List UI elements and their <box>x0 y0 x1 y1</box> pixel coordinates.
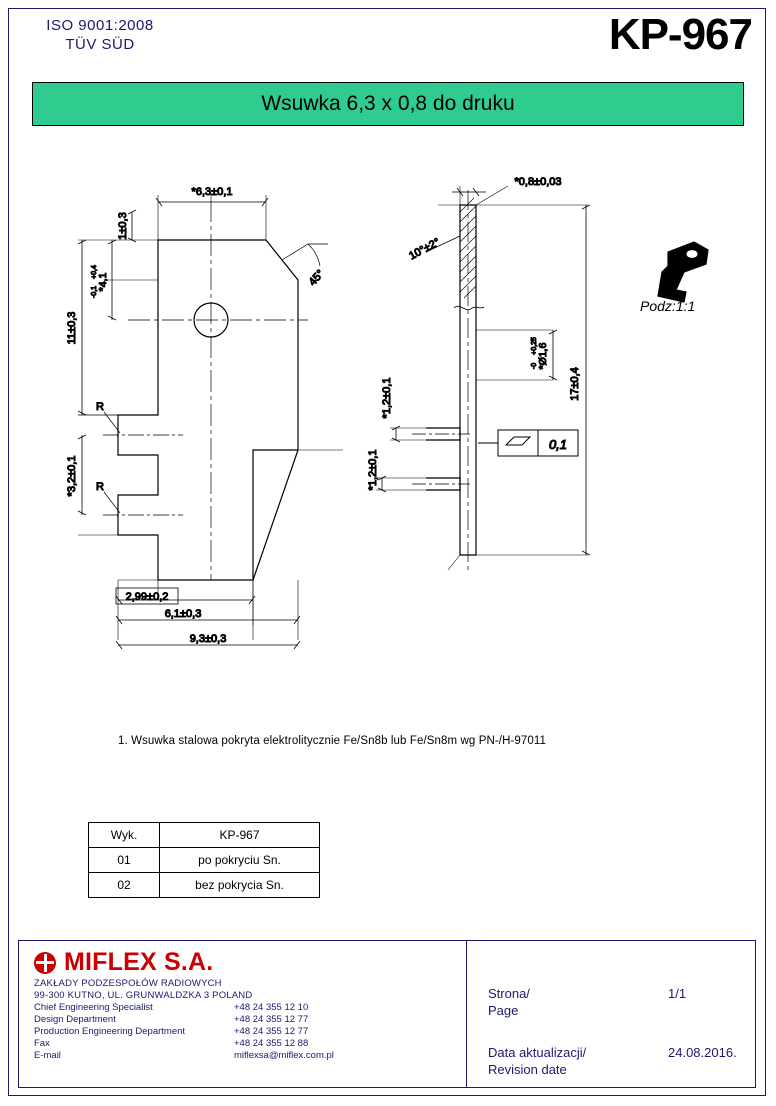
material-note: 1. Wsuwka stalowa pokryta elektrolitycznie Fe/Sn8b lub Fe/Sn8m wg PN-/H-97011 <box>118 735 547 747</box>
contact-label: E-mail <box>34 1050 61 1061</box>
dim-angle-10: 10°±2° <box>407 236 443 263</box>
variants-col-b-header: KP-967 <box>160 823 320 848</box>
iso-certification-block <box>30 16 170 54</box>
contact-email-value[interactable]: miflexsa@miflex.com.pl <box>234 1050 334 1061</box>
iso-standard-line: ISO 9001:2008 <box>46 17 154 34</box>
contact-row <box>34 1038 334 1050</box>
part-number-heading: KP-967 <box>608 10 752 59</box>
dim-hole-dia: *Ø1,6 <box>537 342 549 370</box>
dim-height-4-1: *4,1 <box>97 272 109 292</box>
revision-label-pl: Data aktualizacji/ <box>488 1045 587 1060</box>
dim-width-top: *6,3±0,1 <box>191 186 233 198</box>
title-block-divider <box>466 941 467 1087</box>
company-logo <box>34 948 213 977</box>
dim-height-11: 11±0,3 <box>66 311 78 345</box>
table-header-row <box>89 823 320 848</box>
dim-4-1-tol-lower: -0,1 <box>91 285 98 299</box>
contact-value: +48 24 355 12 88 <box>234 1038 309 1049</box>
variant-code: 02 <box>89 873 160 898</box>
variant-code: 01 <box>89 848 160 873</box>
dim-chamfer-angle: 45° <box>306 267 327 289</box>
contact-value: +48 24 355 12 10 <box>234 1002 309 1013</box>
dim-6-1: 6,1±0,3 <box>164 608 202 620</box>
page-value: 1/1 <box>668 986 687 1001</box>
variant-desc: bez pokrycia Sn. <box>160 873 320 898</box>
dim-4-1-tol-upper: +0,4 <box>91 265 98 279</box>
drawing-title-text: Wsuwka 6,3 x 0,8 do druku <box>261 92 515 115</box>
gdt-value: 0,1 <box>548 437 568 452</box>
contact-row <box>34 1026 334 1038</box>
page-label-pl: Strona/ <box>488 986 530 1001</box>
revision-date-value: 24.08.2016. <box>668 1045 737 1060</box>
company-address-block <box>34 978 252 1001</box>
contact-label: Chief Engineering Specialist <box>34 1002 153 1013</box>
dim-slot-3-2: *3,2±0,1 <box>66 455 78 497</box>
company-subtitle: ZAKŁADY PODZESPOŁÓW RADIOWYCH <box>34 978 222 989</box>
contact-row <box>34 1050 334 1062</box>
miflex-logo-icon <box>34 952 56 974</box>
dim-hole-tol-upper: +0,25 <box>531 337 538 355</box>
dim-r-lower: R <box>96 481 104 493</box>
variants-table <box>88 822 320 898</box>
technical-drawing <box>8 140 766 700</box>
page-label <box>488 985 530 1019</box>
dim-r-upper: R <box>96 401 104 413</box>
dim-hole-tol-lower: -0 <box>531 362 538 370</box>
dim-top-left-1: 1±0,3 <box>117 212 129 240</box>
variants-col-a-header: Wyk. <box>89 823 160 848</box>
iso-body-line: TÜV SÜD <box>65 36 135 53</box>
contact-label: Design Department <box>34 1014 116 1025</box>
contact-value: +48 24 355 12 77 <box>234 1026 309 1037</box>
drawing-canvas <box>8 140 766 700</box>
dim-height-17: 17±0,4 <box>569 367 581 401</box>
company-address: 99-300 KUTNO, UL. GRUNWALDZKA 3 POLAND <box>34 989 253 1001</box>
contact-row <box>34 1014 334 1026</box>
dim-9-3: 9,3±0,3 <box>189 633 227 645</box>
contact-label: Production Engineering Department <box>34 1026 186 1037</box>
contact-value: +48 24 355 12 77 <box>234 1014 309 1025</box>
page-label-en: Page <box>488 1003 519 1018</box>
dim-1-2-b: *1,2±0,1 <box>367 449 379 491</box>
dim-1-2-a: *1,2±0,1 <box>381 377 393 419</box>
table-row <box>89 848 320 873</box>
contact-list <box>34 1002 334 1062</box>
dim-thickness: *0,8±0,03 <box>514 176 562 188</box>
table-row <box>89 873 320 898</box>
contact-row <box>34 1002 334 1014</box>
scale-label: Podz:1:1 <box>640 298 696 314</box>
dim-2-99: 2,99±0,2 <box>125 591 169 603</box>
variant-desc: po pokryciu Sn. <box>160 848 320 873</box>
revision-label <box>488 1044 586 1078</box>
company-name: MIFLEX S.A. <box>64 948 214 976</box>
drawing-title-bar <box>32 82 744 126</box>
contact-label: Fax <box>34 1038 50 1049</box>
revision-label-en: Revision date <box>488 1062 567 1077</box>
